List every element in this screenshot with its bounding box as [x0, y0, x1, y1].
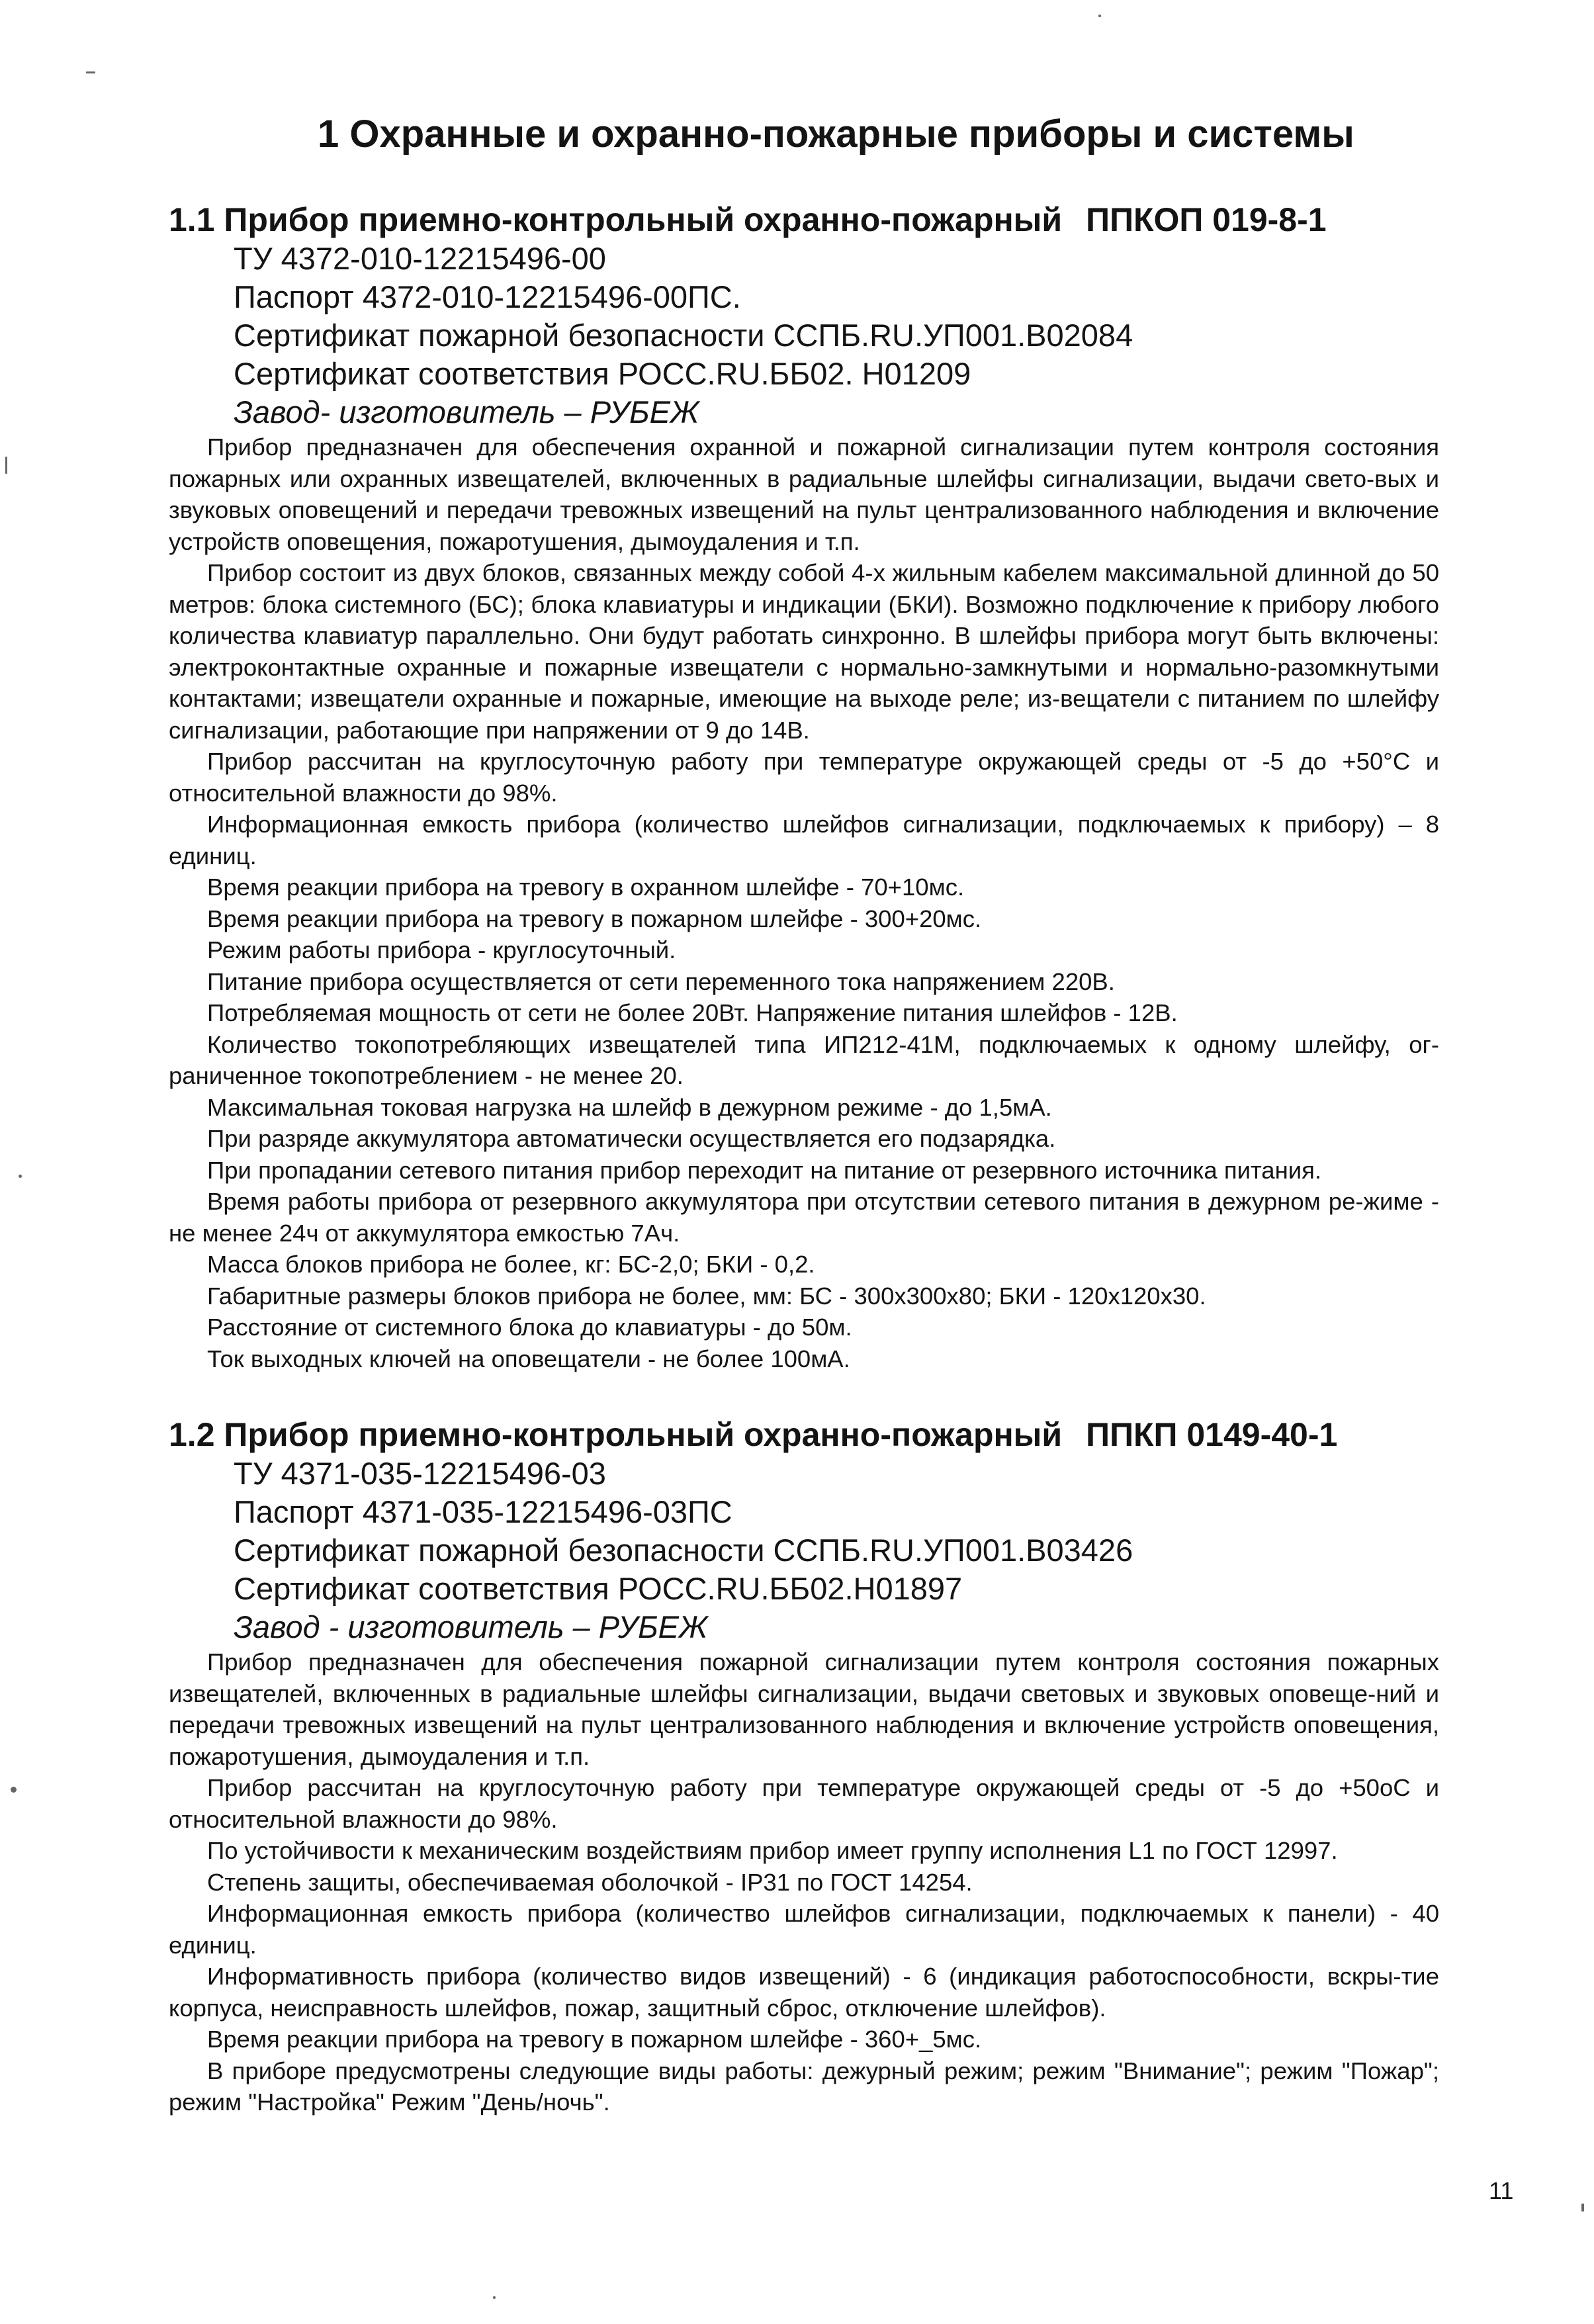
passport-line: Паспорт 4372-010-12215496-00ПС. [234, 279, 741, 314]
device-code: ППКП 0149-40-1 [1086, 1416, 1338, 1453]
section-meta [169, 1454, 1439, 1646]
paragraph: Прибор предназначен для обеспечения охранной и пожарной сигнализации путем контроля состояния пожарных или охранных извещателей, включенных в радиальные шлейфы сигнализации, выдачи свето-вых и звуковых оповещений и передачи тревожных извещений на пульт централизованного наблюдения и включение устройств оповещения, пожаротушения, дымоудаления и т.п. [169, 433, 1439, 555]
speck [11, 1787, 17, 1793]
manufacturer-line: Завод- изготовитель – РУБЕЖ [234, 394, 699, 429]
paragraph: Прибор рассчитан на круглосуточную работу при температуре окружающей среды от -5 до +50оС и относительной влажности до 98%. [169, 1774, 1439, 1833]
speck [86, 71, 95, 73]
speck [5, 457, 7, 474]
paragraph: Габаритные размеры блоков прибора не более, мм: БС - 300х300х80; БКИ - 120х120х30. [207, 1282, 1206, 1310]
section-title [169, 200, 1439, 240]
paragraph: Питание прибора осуществляется от сети переменного тока напряжением 220В. [207, 967, 1115, 995]
section-title [169, 1415, 1439, 1454]
section-meta [169, 240, 1439, 431]
paragraph: Прибор рассчитан на круглосуточную работу при температуре окружающей среды от -5 до +50°С и относительной влажности до 98%. [169, 748, 1439, 807]
section-title-text: 1.1 Прибор приемно-контрольный охранно-пожарный [169, 201, 1063, 238]
paragraph: Время реакции прибора на тревогу в пожарном шлейфе - 300+20мс. [207, 905, 982, 932]
paragraph: Прибор предназначен для обеспечения пожарной сигнализации путем контроля состояния пожарных извещателей, включенных в радиальные шлейфы сигнализации, выдачи световых и звуковых оповеще-ний и передачи тревожных извещений на пульт централизованного наблюдения и включение устройств оповещения, пожаротушения, дымоудаления и т.п. [169, 1648, 1439, 1770]
paragraph: Степень защиты, обеспечиваемая оболочкой - IP31 по ГОСТ 14254. [207, 1868, 973, 1896]
device-code: ППКОП 019-8-1 [1086, 201, 1327, 238]
speck [1098, 15, 1101, 17]
paragraph: Информативность прибора (количество видов извещений) - 6 (индикация работоспособности, вскры-тие корпуса, неисправность шлейфов, пожар, защитный сброс, отключение шлейфов). [169, 1963, 1439, 2022]
tu-line: ТУ 4371-035-12215496-03 [234, 1456, 606, 1491]
paragraph: Количество токопотребляющих извещателей типа ИП212-41М, подключаемых к одному шлейфу, ог-раниченное токопотреблением - не менее 20. [169, 1030, 1439, 1089]
fire-certificate-line: Сертификат пожарной безопасности ССПБ.RU.УП001.В02084 [234, 318, 1133, 353]
paragraph: Информационная емкость прибора (количество шлейфов сигнализации, подключаемых к прибору) – 8 единиц. [169, 811, 1439, 870]
fire-certificate-line: Сертификат пожарной безопасности ССПБ.RU.УП001.В03426 [234, 1533, 1133, 1568]
paragraph: Максимальная токовая нагрузка на шлейф в дежурном режиме - до 1,5мА. [207, 1093, 1052, 1121]
speck [19, 1175, 22, 1178]
paragraph: Время реакции прибора на тревогу в пожарном шлейфе - 360+_5мс. [207, 2026, 982, 2053]
section-ppkop-019 [169, 200, 1439, 1374]
conformity-certificate-line: Сертификат соответствия РОСС.RU.ББ02.Н01897 [234, 1571, 963, 1606]
manufacturer-line: Завод - изготовитель – РУБЕЖ [234, 1609, 708, 1644]
tu-line: ТУ 4372-010-12215496-00 [234, 241, 606, 276]
section-body [169, 1646, 1439, 2118]
conformity-certificate-line: Сертификат соответствия РОСС.RU.ББ02. Н01209 [234, 356, 971, 391]
speck [493, 2296, 496, 2299]
paragraph: Время реакции прибора на тревогу в охранном шлейфе - 70+10мс. [207, 873, 965, 901]
paragraph: При разряде аккумулятора автоматически осуществляется его подзарядка. [207, 1125, 1056, 1152]
section-title-text: 1.2 Прибор приемно-контрольный охранно-пожарный [169, 1416, 1063, 1453]
paragraph: Ток выходных ключей на оповещатели - не более 100мА. [207, 1345, 850, 1372]
page-number: 11 [1489, 2177, 1514, 2204]
paragraph: Расстояние от системного блока до клавиатуры - до 50м. [207, 1314, 852, 1341]
paragraph: По устойчивости к механическим воздействиям прибор имеет группу исполнения L1 по ГОСТ 12997. [207, 1837, 1338, 1864]
section-ppkp-0149 [169, 1415, 1439, 2118]
paragraph: При пропадании сетевого питания прибор переходит на питание от резервного источника питания. [207, 1156, 1322, 1184]
paragraph: Потребляемая мощность от сети не более 20Вт. Напряжение питания шлейфов - 12В. [207, 999, 1178, 1026]
paragraph: Информационная емкость прибора (количество шлейфов сигнализации, подключаемых к панели) - 40 единиц. [169, 1900, 1439, 1959]
paragraph: Масса блоков прибора не более, кг: БС-2,0; БКИ - 0,2. [207, 1251, 815, 1278]
section-body [169, 431, 1439, 1374]
paragraph: В приборе предусмотрены следующие виды работы: дежурный режим; режим "Внимание"; режим "Пожар"; режим "Настройка" Режим "День/ночь". [169, 2057, 1439, 2116]
paragraph: Время работы прибора от резервного аккумулятора при отсутствии сетевого питания в дежурном ре-жиме - не менее 24ч от аккумулятора емкостью 7Ач. [169, 1188, 1439, 1247]
speck [1581, 2204, 1584, 2212]
chapter-title: 1 Охранные и охранно-пожарные приборы и системы [318, 112, 1354, 156]
paragraph: Режим работы прибора - круглосуточный. [207, 936, 676, 963]
paragraph: Прибор состоит из двух блоков, связанных между собой 4-х жильным кабелем максимальной длинной до 50 метров: блока системного (БС); блока клавиатуры и индикации (БКИ). Возможно подключение к прибору любого количества клавиатур параллельно. Они будут работать синхронно. В шлейфы прибора могут быть включены: электроконтактные охранные и пожарные извещатели с нормально-замкнутыми и нормально-разомкнутыми контактами; извещатели охранные и пожарные, имеющие на выходе реле; из-вещатели с питанием по шлейфу сигнализации, работающие при напряжении от 9 до 14В. [169, 559, 1439, 744]
passport-line: Паспорт 4371-035-12215496-03ПС [234, 1494, 732, 1529]
